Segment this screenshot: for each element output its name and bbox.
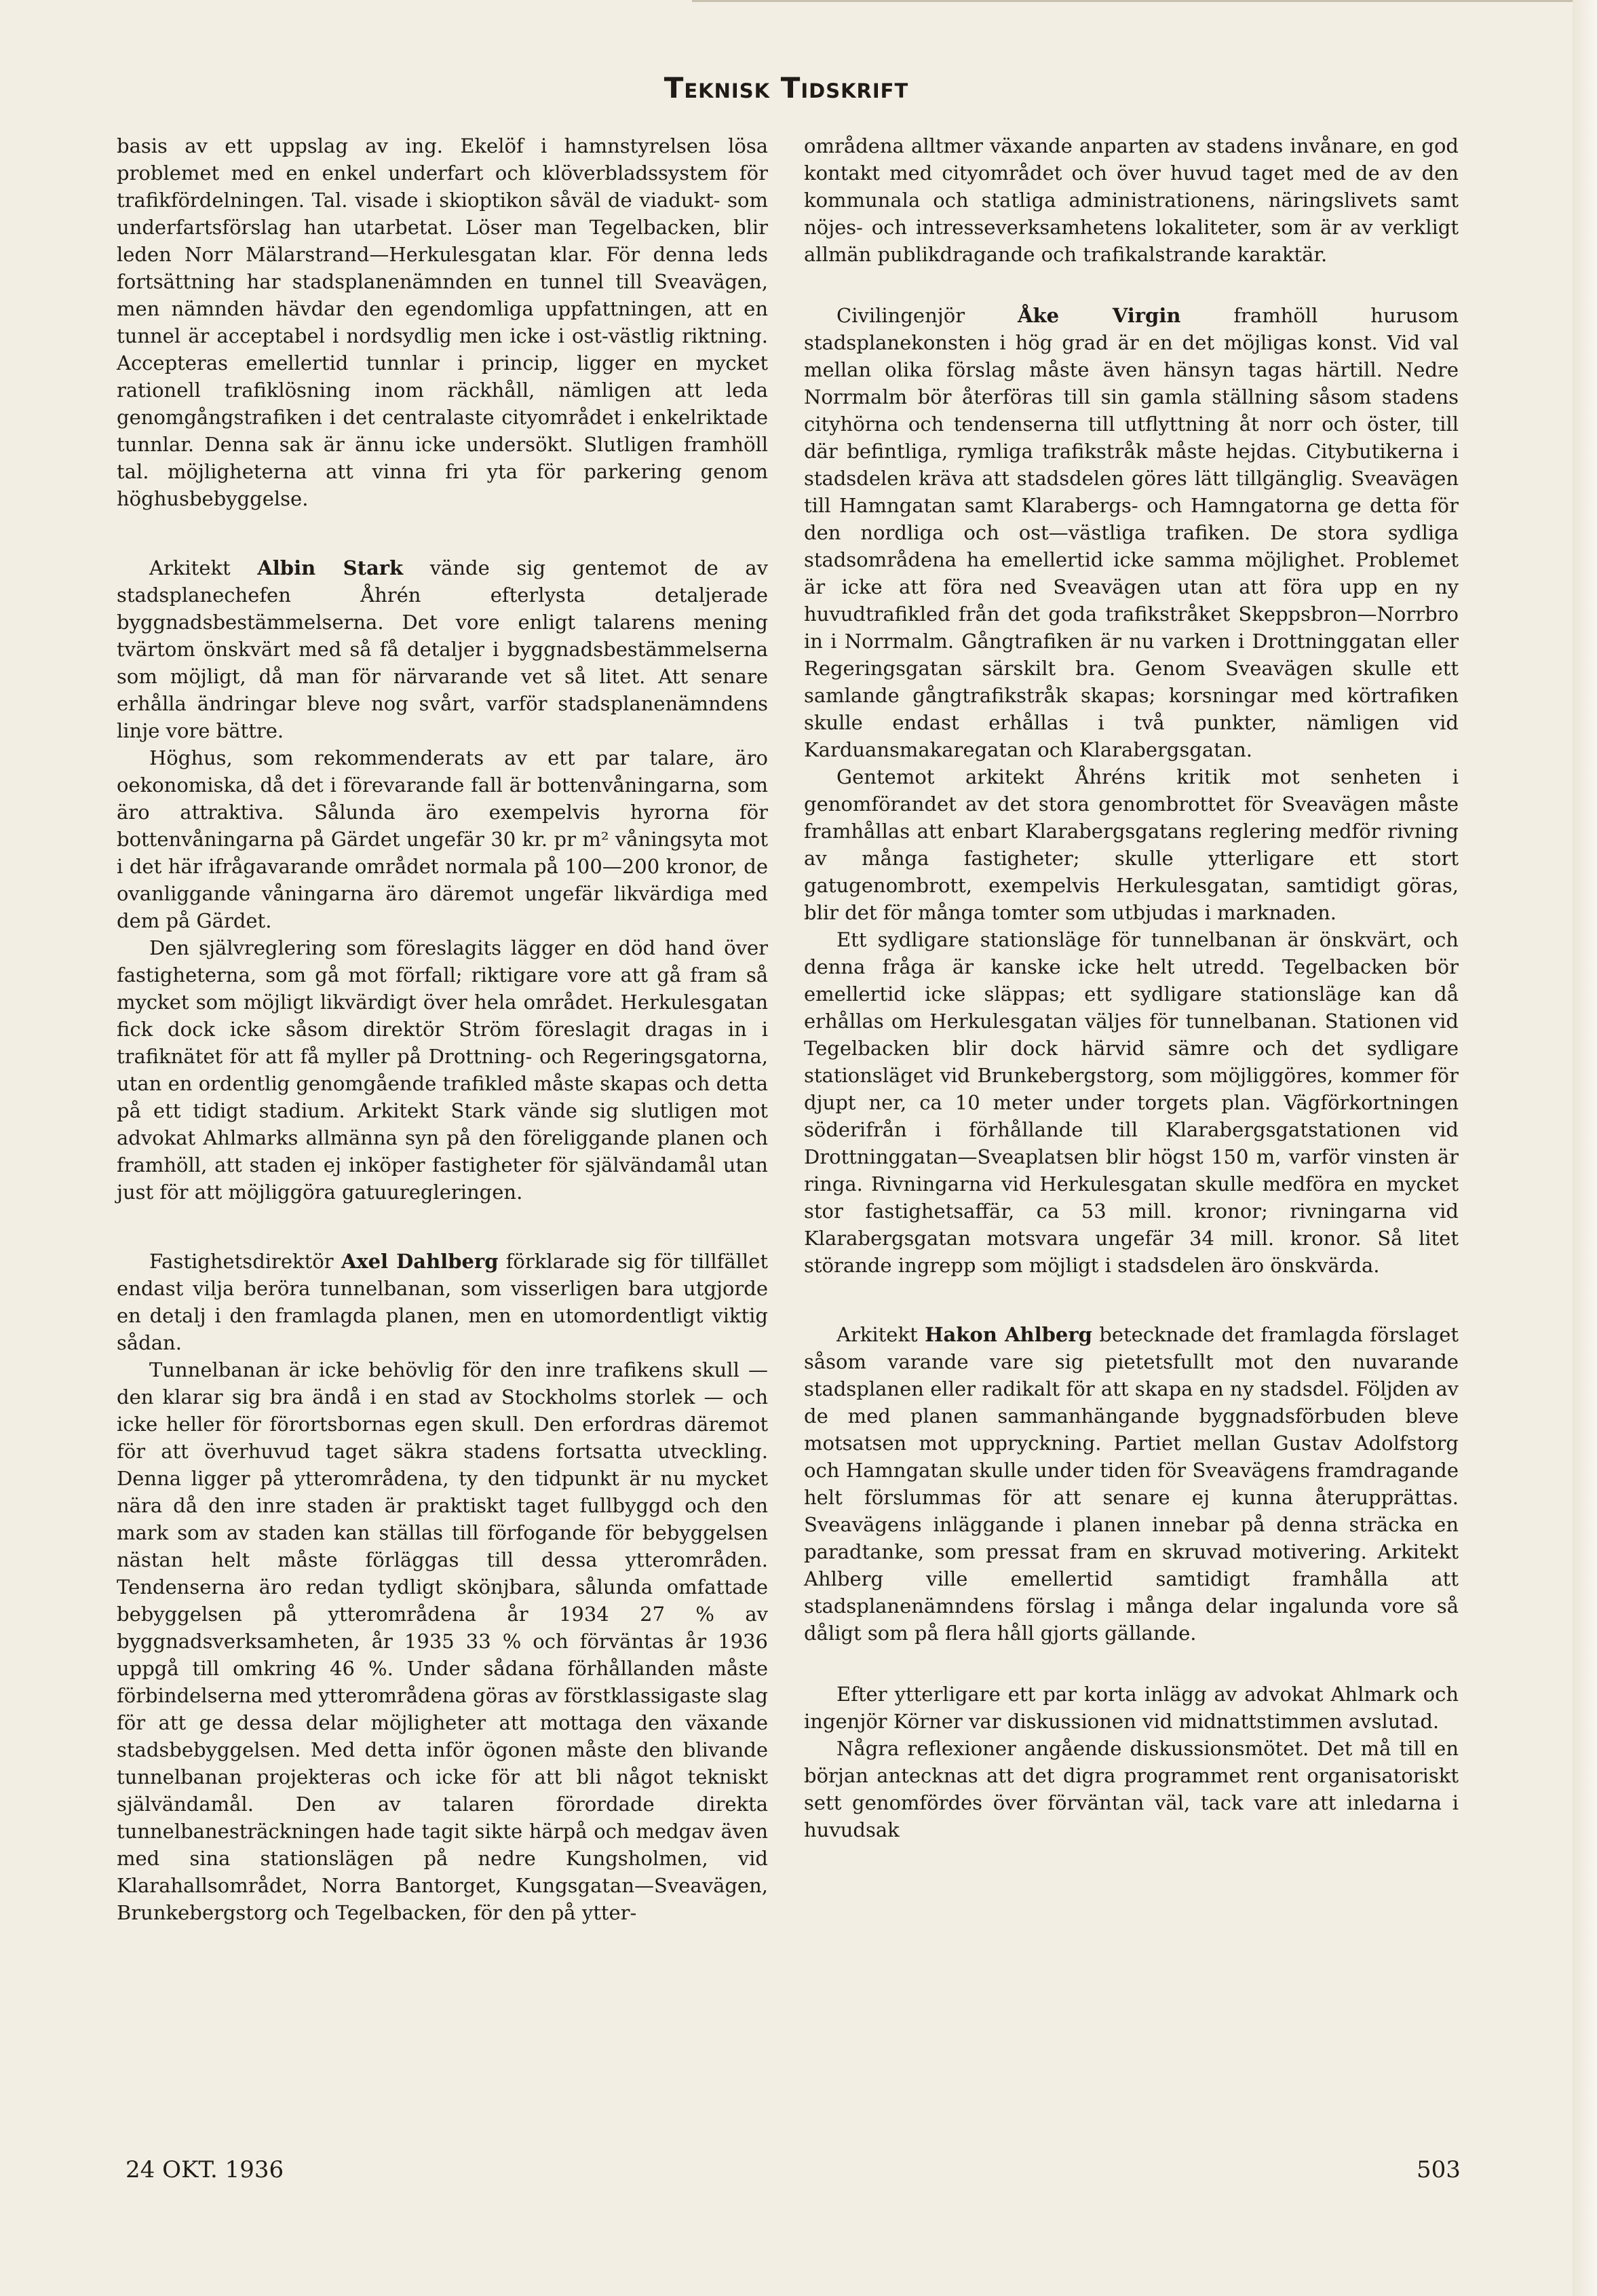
- paragraph-text: vände sig gentemot de av stadsplanechefen Åhrén efterlysta detaljerade byggnadsbestämmelserna. Det vore enligt talarens mening tvärtom önskvärt med så få detaljer i byggnadsbestämmelserna som möjligt, då man för närvarande vet så litet. Att senare erhålla ändringar bleve nog svårt, varför stadsplanenämndens linje vore bättre.: [117, 556, 769, 742]
- paragraph: Den självreglering som föreslagits lägger en död hand över fastigheterna, som gå mot förfall; riktigare vore att gå fram så mycket som möjligt likvärdigt över hela området. Herkulesgatan fick dock icke såsom direktör Ström föreslagit dragas in i trafiknätet för att få myller på Drottning- och Regeringsgatorna, utan en ordentlig genomgående trafikled måste skapas och detta på ett tidigt stadium. Arkitekt Stark vände sig slutligen mot advokat Ahlmarks allmänna syn på den föreliggande planen och framhöll, att staden ej inköper fastigheter för självändamål utan just för att möjliggöra gatuuregleringen.: [117, 936, 768, 1204]
- paragraph: basis av ett uppslag av ing. Ekelöf i hamnstyrelsen lösa problemet med en enkel underfart och klöverbladssystem för trafikfördelningen. Tal. visade i skioptikon såväl de viadukt- som underfartsförslag han utarbetat. Löser man Tegelbacken, blir leden Norr Mälarstrand—Herkulesgatan klar. För denna leds fortsättning har stadsplanenämnden en tunnel till Sveavägen, men nämnden hävdar den egendomliga uppfattningen, att en tunnel är acceptabel i nordsydlig men icke i ost-västlig riktning. Accepteras emellertid tunnlar i princip, ligger en mycket rationell trafiklösning inom räckhåll, nämligen att leda genomgångstrafiken i det centralaste cityområdet i enkelriktade tunnlar. Denna sak är ännu icke undersökt. Slutligen framhöll tal. möjligheterna att vinna fri yta för parkering genom höghusbebyggelse.: [117, 134, 768, 510]
- page-top-rule: [692, 0, 1574, 2]
- issue-date: 24 OKT. 1936: [126, 2156, 284, 2183]
- speaker-name: Åke Virgin: [1017, 304, 1181, 327]
- paragraph-gap: [804, 268, 1459, 302]
- speaker-name: Axel Dahlberg: [341, 1250, 499, 1273]
- paragraph: Några reflexioner angående diskussionsmötet. Det må till en början antecknas att det digra programmet rent organisatoriskt sett genomfördes över förväntan väl, tack vare att inledarna i huvudsak: [804, 1737, 1459, 1841]
- paragraph-gap: [117, 512, 768, 554]
- paragraph: Ett sydligare stationsläge för tunnelbanan är önskvärt, och denna fråga är kanske icke helt utredd. Tegelbacken bör emellertid icke släppas; ett sydligare stationsläge kan då erhållas om Herkulesgatan väljes för tunnelbanan. Stationen vid Tegelbacken blir dock härvid sämre och det sydligare stationsläget vid Brunkebergstorg, som möjliggöres, kommer för djupt ner, ca 10 meter under torgets plan. Vägförkortningen söderifrån i förhållande till Klarabergsgatstationen vid Drottninggatan—Sveaplatsen blir högst 150 m, varför vinsten är ringa. Rivningarna vid Herkulesgatan skulle medföra en mycket stor fastighetsaffär, ca 53 mill. kronor; rivningarna vid Klarabergsgatan motsvara ungefär 34 mill. kronor. Så litet störande ingrepp som möjligt i stadsdelen äro önskvärda.: [804, 928, 1459, 1277]
- speaker-name: Albin Stark: [257, 556, 404, 579]
- paragraph-text: framhöll hurusom stadsplanekonsten i hög grad är en det möjligas konst. Vid val mellan olika förslag måste även hänsyn tagas härtill. Nedre Norrmalm bör återföras till sin gamla ställning såsom stadens cityhörna och tendenserna till utflyttning åt norr och öster, till där befintliga, rymliga trafikstråk måste hejdas. Citybutikerna i stadsdelen kräva att stadsdelen göres lätt tillgänglig. Sveavägen till Hamngatan samt Klarabergs- och Hamngatorna ge detta för den nordliga och ost—västliga trafiken. De stora sydliga stadsområdena ha emellertid icke samma möjlighet. Problemet är icke att föra ned Sveavägen utan att föra upp en ny huvudtrafikled från det goda trafikstråket Skeppsbron—Norrbro in i Norrmalm. Gångtrafiken är nu varken i Drottninggatan eller Regeringsgatan särskilt bra. Genom Sveavägen skulle ett samlande gångtrafikstråk skapas; korsningar med körtrafiken skulle endast erhållas i två punkter, nämligen vid Karduansmakaregatan och Klarabergsgatan.: [804, 304, 1459, 761]
- page-edge: [1573, 0, 1597, 2296]
- paragraph: Höghus, som rekommenderats av ett par talare, äro oekonomiska, då det i förevarande fall är bottenvåningarna, som äro attraktiva. Sålunda äro exempelvis hyrorna för bottenvåningarna på Gärdet ungefär 30 kr. pr m² våningsyta mot i det här ifrågavarande området normala på 100—200 kronor, de ovanliggande våningarna äro däremot ungefär likvärdiga med dem på Gärdet.: [117, 746, 768, 932]
- speaker-title: Fastighetsdirektör: [149, 1250, 334, 1273]
- paragraph-gap: [117, 1206, 768, 1248]
- paragraph: Tunnelbanan är icke behövlig för den inre trafikens skull — den klarar sig bra ändå i en stad av Stockholms storlek — och icke heller för förortsbornas egen skull. Den erfordras däremot för att överhuvud taget säkra stadens fortsatta utveckling. Denna ligger på ytterområdena, ty den tidpunkt är nu mycket nära då den inre staden är praktiskt taget fullbyggd och den mark som av staden kan ställas till förfogande för bebyggelsen nästan helt måste förläggas till dessa ytterområden. Tendenserna äro redan tydligt skönjbara, sålunda omfattade bebyggelsen på ytterområdena år 1934 27 % av byggnadsverksamheten, år 1935 33 % och förväntas år 1936 uppgå till omkring 46 %. Under sådana förhållanden måste förbindelserna med ytterområdena göras av förstklassigaste slag för att ge dessa delar möjligheter att mottaga den växande stadsbebyggelsen. Med detta inför ögonen måste den blivande tunnelbanan projekteras och icke för att bli något tekniskt självändamål. Den av talaren förordade direkta tunnelbanesträckningen hade tagit sikte härpå och medgav även med sina stationslägen på nedre Kungsholmen, vid Klarahallsområdet, Norra Bantorget, Kungsgatan—Sveavägen, Brunkebergstorg och Tegelbacken, för den på ytter-: [117, 1358, 768, 1924]
- paragraph-gap: [804, 1647, 1459, 1681]
- right-column: [804, 132, 1459, 1843]
- paragraph: [117, 1248, 768, 1356]
- paragraph: Gentemot arkitekt Åhréns kritik mot senheten i genomförandet av det stora genombrottet för Sveavägen måste framhållas att enbart Klarabergsgatans reglering medför rivning av många fastigheter; skulle ytterligare ett stort gatugenombrott, exempelvis Herkulesgatan, samtidigt göras, blir det för många tomter som utbjudas i marknaden.: [804, 765, 1459, 924]
- paragraph: [804, 1321, 1459, 1647]
- paragraph: Efter ytterligare ett par korta inlägg av advokat Ahlmark och ingenjör Körner var diskussionen vid midnattstimmen avslutad.: [804, 1683, 1459, 1733]
- paragraph: områdena alltmer växande anparten av stadens invånare, en god kontakt med cityområdet och över huvud taget med de av den kommunala och statliga administrationens, näringslivets samt nöjes- och intresseverksamhetens lokaliteter, som är av verkligt allmän publikdragande och trafikalstrande karaktär.: [804, 134, 1459, 266]
- speaker-title: Arkitekt: [836, 1323, 918, 1346]
- paragraph-gap: [804, 1279, 1459, 1321]
- paragraph-text: betecknade det framlagda förslaget såsom varande vare sig pietetsfullt mot den nuvarande stadsplanen eller radikalt för att skapa en ny stadsdel. Följden av de med planen sammanhängande byggnadsförbuden bleve motsatsen mot uppryckning. Partiet mellan Gustav Adolfstorg och Hamngatan skulle under tiden för Sveavägens framdragande helt förslummas för att senare ej kunna återupprättas. Sveavägens inläggande i planen innebar på denna sträcka en paradtanke, som pressat fram en skruvad motivering. Arkitekt Ahlberg ville emellertid samtidigt framhålla att stadsplanenämndens förslag i många delar ingalunda vore så dåligt som på flera håll gjorts gällande.: [804, 1323, 1459, 1645]
- left-column: [117, 132, 768, 1926]
- paragraph-text: förklarade sig för tillfället endast vilja beröra tunnelbanan, som visserligen bara utgjorde en detalj i den framlagda planen, men en utomordentligt viktig sådan.: [117, 1250, 769, 1354]
- speaker-title: Civilingenjör: [836, 304, 965, 327]
- page-number: 503: [1417, 2156, 1461, 2183]
- journal-header: Teknisk Tidskrift: [663, 71, 909, 104]
- paragraph: [804, 302, 1459, 763]
- paragraph: [117, 554, 768, 744]
- speaker-title: Arkitekt: [149, 556, 231, 579]
- speaker-name: Hakon Ahlberg: [925, 1323, 1092, 1346]
